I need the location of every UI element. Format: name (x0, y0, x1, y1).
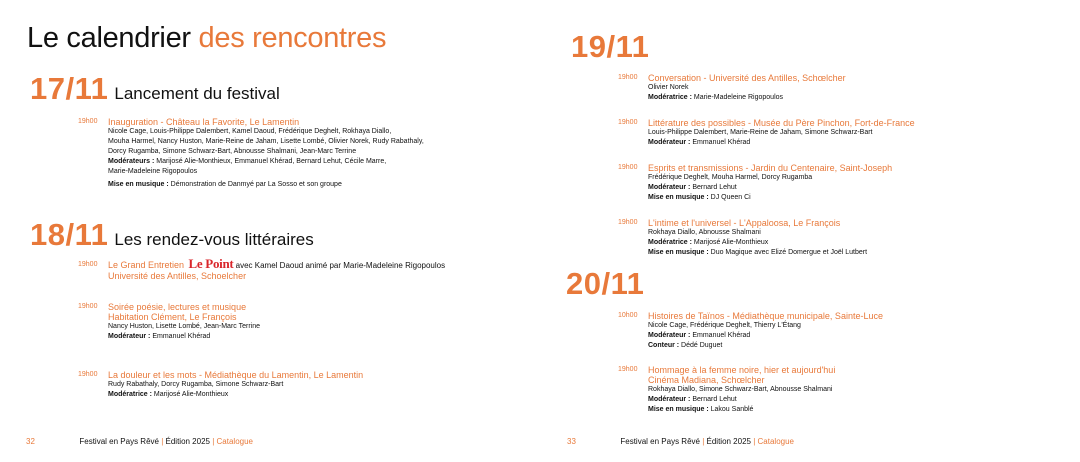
event-title-suffix: avec Kamel Daoud animé par Marie-Madeleine Rigopoulos (233, 261, 446, 270)
footer-sep: | (209, 437, 217, 446)
event-moderator (108, 332, 260, 342)
storyteller-value: Dédé Duguet (679, 342, 723, 349)
event-music (648, 193, 892, 203)
event-title: Soirée poésie, lectures et musique (108, 302, 247, 312)
event-time: 19h00 (78, 261, 98, 268)
event-time: 19h00 (618, 119, 638, 126)
event-participants: Olivier Norek (648, 84, 689, 91)
event-time: 19h00 (78, 118, 98, 125)
moderator-value: Marie-Madeleine Rigopoulos (691, 94, 784, 101)
event-participants: Rokhaya Diallo, Simone Schwarz-Bart, Abnousse Shalmani (648, 386, 833, 393)
event-participants: Nicole Cage, Louis-Philippe Dalembert, Kamel Daoud, Frédérique Deghelt, Rokhaya Diallo, (108, 128, 392, 135)
event-music (108, 180, 424, 190)
moderator-label: Modérateur : (648, 332, 691, 339)
day-date: 18/11 (30, 217, 109, 252)
day-label: Les rendez-vous littéraires (114, 230, 314, 249)
event-location: Cinéma Madiana, Schœlcher (648, 375, 765, 385)
footer-catalogue: Catalogue (216, 437, 253, 446)
event-title: Hommage à la femme noire, hier et aujourd'hui (648, 365, 836, 375)
event-music (648, 248, 867, 258)
event-time: 19h00 (78, 371, 98, 378)
event-moderator (648, 331, 883, 341)
moderator-value: Bernard Lehut (690, 396, 737, 403)
event-time: 19h00 (618, 74, 638, 81)
event-moderator (648, 395, 835, 405)
footer-edition: Édition 2025 (706, 437, 751, 446)
day-heading-20-11 (566, 267, 644, 301)
event-title: Conversation - Université des Antilles, Schœlcher (648, 73, 846, 83)
event-participants: Rokhaya Diallo, Abnousse Shalmani (648, 229, 761, 236)
moderator-value: Marijosé Alie-Monthieux (151, 391, 229, 398)
day-label: Lancement du festival (114, 84, 280, 103)
moderator-value: Emmanuel Khérad (690, 332, 751, 339)
music-label: Mise en musique : (648, 249, 709, 256)
event-location: Habitation Clément, Le François (108, 312, 237, 322)
event-participants: Louis-Philippe Dalembert, Marie-Reine de Jaham, Simone Schwarz-Bart (648, 129, 873, 136)
moderator-value: Bernard Lehut (690, 184, 737, 191)
footer-catalogue: Catalogue (757, 437, 794, 446)
day-date: 20/11 (566, 266, 645, 301)
music-label: Mise en musique : (108, 181, 169, 188)
event-moderators (108, 157, 424, 167)
day-heading-18-11 (30, 218, 314, 252)
event-moderator (648, 93, 846, 103)
footer-sep: | (750, 437, 758, 446)
day-heading-19-11 (571, 30, 649, 64)
le-point-logo: Le Point (188, 256, 234, 271)
page-number: 32 (26, 437, 35, 446)
event-moderator (648, 183, 892, 193)
event-participants: Mouha Harmel, Nancy Huston, Marie-Reine de Jaham, Lisette Lombé, Olivier Norek, Rudy Rabathaly, (108, 138, 424, 145)
event-moderator (648, 138, 915, 148)
event-time: 19h00 (618, 219, 638, 226)
event-moderator (108, 390, 363, 400)
storyteller-label: Conteur : (648, 342, 680, 349)
moderator-value: Emmanuel Khérad (690, 139, 751, 146)
music-label: Mise en musique : (648, 406, 709, 413)
event-participants: Dorcy Rugamba, Simone Schwarz-Bart, Abnousse Shalmani, Jean-Marc Terrine (108, 148, 357, 155)
event-participants: Rudy Rabathaly, Dorcy Rugamba, Simone Schwarz-Bart (108, 381, 284, 388)
event-title: Histoires de Taïnos - Médiathèque municipale, Sainte-Luce (648, 311, 883, 321)
page-number: 33 (567, 437, 576, 446)
event-title: Inauguration - Château la Favorite, Le Lamentin (108, 117, 300, 127)
moderator-label: Modérateur : (648, 184, 691, 191)
event-time: 19h00 (618, 164, 638, 171)
title-light: des rencontres (198, 22, 387, 54)
event-title: Esprits et transmissions - Jardin du Centenaire, Saint-Joseph (648, 163, 893, 173)
event-location: Université des Antilles, Schoelcher (108, 271, 247, 281)
moderators-label: Modérateurs : (108, 158, 155, 165)
event-participants: Nicole Cage, Frédérique Deghelt, Thierry L'Étang (648, 322, 801, 329)
day-date: 17/11 (30, 71, 109, 106)
right-page (540, 0, 1080, 462)
footer-sep: | (699, 437, 707, 446)
moderators-value: Marijosé Alie-Monthieux, Emmanuel Khérad, Bernard Lehut, Cécile Marre, (154, 158, 387, 165)
day-heading-17-11 (30, 72, 280, 106)
footer-festival: Festival en Pays Rêvé (79, 437, 159, 446)
event-participants: Nancy Huston, Lisette Lombé, Jean-Marc Terrine (108, 323, 260, 330)
moderator-label: Modérateur : (108, 333, 151, 340)
event-time: 19h00 (78, 303, 98, 310)
moderator-label: Modératrice : (648, 94, 692, 101)
moderator-label: Modératrice : (648, 239, 692, 246)
moderator-label: Modérateur : (648, 139, 691, 146)
page-title (27, 20, 386, 56)
event-title: La douleur et les mots - Médiathèque du Lamentin, Le Lamentin (108, 370, 364, 380)
moderator-label: Modérateur : (648, 396, 691, 403)
event-title: Littérature des possibles - Musée du Père Pinchon, Fort-de-France (648, 118, 915, 128)
footer (567, 437, 794, 446)
music-value: Démonstration de Danmyé par La Sosso et son groupe (168, 181, 342, 188)
music-value: DJ Queen Ci (708, 194, 751, 201)
footer-edition: Édition 2025 (165, 437, 210, 446)
event-participants: Frédérique Deghelt, Mouha Harmel, Dorcy Rugamba (648, 174, 813, 181)
moderator-label: Modératrice : (108, 391, 152, 398)
event-moderator (648, 238, 867, 248)
music-label: Mise en musique : (648, 194, 709, 201)
day-date: 19/11 (571, 29, 650, 64)
event-title: L'intime et l'universel - L'Appaloosa, Le François (648, 218, 841, 228)
title-dark: Le calendrier (27, 22, 191, 54)
footer (26, 437, 253, 446)
event-time: 10h00 (618, 312, 638, 319)
event-music (648, 405, 835, 415)
moderator-value: Emmanuel Khérad (150, 333, 211, 340)
event-time: 19h00 (618, 366, 638, 373)
event-title: Le Grand Entretien (108, 260, 185, 270)
music-value: Duo Magique avec Elizé Domergue et Joël Lutbert (708, 249, 868, 256)
footer-festival: Festival en Pays Rêvé (620, 437, 700, 446)
event-storyteller (648, 341, 883, 351)
event-moderators-cont: Marie-Madeleine Rigopoulos (108, 168, 198, 175)
footer-sep: | (158, 437, 166, 446)
moderator-value: Marijosé Alie-Monthieux (691, 239, 769, 246)
music-value: Lakou Sanblé (708, 406, 754, 413)
